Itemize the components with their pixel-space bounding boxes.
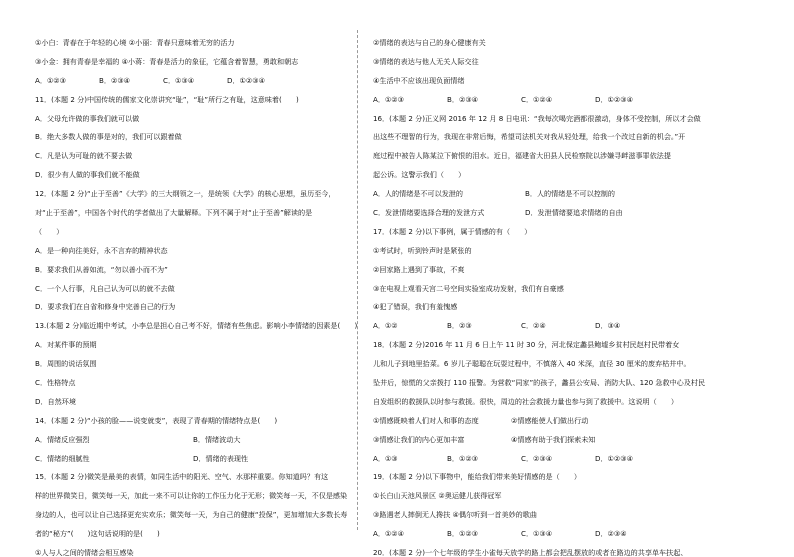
- q12-stem-line: 12．(本题 2 分)“止于至善”《大学》的三大纲领之一，是统领《大学》的核心思想，虽历至今，: [35, 189, 336, 199]
- q15-stem-line: 样的世界微笑日，微笑每一天，加此一来不可以让你的工作压力化于无形；微笑每一天，不仅是感染: [35, 491, 348, 501]
- q19-item-line: ③路遇老人摔倒无人搀扶 ④偶尔听到一首美妙的歌曲: [373, 510, 537, 520]
- q12-stem-line: （ ）: [35, 226, 64, 236]
- q16-stem-line: 16．(本题 2 分)正义网 2016 年 12 月 8 日电讯：“我每次喝完酒都很激动，身体不受控制，所以才会做: [373, 113, 701, 123]
- q18-item: ③情感让我们的内心更加丰富: [373, 434, 465, 444]
- q17-item-line: ④犯了错误，我们有羞愧感: [373, 302, 458, 312]
- q17-option-b: B．②③: [447, 321, 472, 331]
- q16-options-row: [373, 208, 765, 217]
- q12-option-a: A．是一种向往美好，永不言弃的精神状态: [35, 245, 168, 255]
- q14-option-a: A．情绪反应强烈: [35, 434, 90, 444]
- q14-option-c: C．情绪的细腻性: [35, 453, 90, 463]
- q20-stem-line: 20．(本题 2 分)一个七年级的学生小雀每天放学的路上都会把乱摆放的或者在路边的共享单车扶起、: [373, 548, 688, 557]
- q15-options: [373, 95, 765, 104]
- q18-option-c: C．②③④: [521, 453, 553, 463]
- q16-option-b: B．人的情绪是不可以控制的: [525, 189, 615, 199]
- q18-items-row: [373, 416, 765, 425]
- q11-option-b: B．绝大多数人做的事是对的，我们可以跟着做: [35, 132, 182, 142]
- q18-option-d: D．①②③④: [595, 453, 633, 463]
- q18-stem-line: 儿和儿子到地里拾菜。6 岁儿子聪聪在玩耍过程中，不慎落入 40 米深，直径 30 厘米的废弃枯井中。: [373, 359, 691, 369]
- q15-item-line: ②情绪的表达与自己的身心健康有关: [373, 38, 486, 47]
- q19-option-d: D．②③④: [595, 529, 627, 539]
- q12-option-b: B．要求我们从善如流，“勿以善小而不为”: [35, 264, 168, 274]
- q12-stem-line: 对“止于至善”，中国各个时代的学者做出了大量解释。下列不属于对“止于至善”解读的是: [35, 208, 313, 218]
- q15-option-a: A．①②③: [373, 94, 405, 104]
- q17-item-line: ②回家路上遇到了事故，不爽: [373, 264, 465, 274]
- q16-option-c: C．发泄情绪要选择合理的发泄方式: [373, 208, 485, 218]
- q17-options: [373, 321, 765, 330]
- column-divider: [357, 30, 358, 530]
- q14-option-b: B．情绪波动大: [193, 434, 241, 444]
- q19-option-b: B．①②③: [447, 529, 479, 539]
- q18-options: [373, 454, 765, 463]
- q18-item: ②情感能使人们做出行动: [511, 415, 589, 425]
- q15-stem-line: 身边的人，也可以让自己选择更充实欢乐；微笑每一天，为自己的健康“投保”，更加增加大多数长寿: [35, 510, 348, 520]
- q10-option-a: A．①②③: [35, 75, 67, 85]
- q17-option-a: A．①②: [373, 321, 398, 331]
- q14-option-d: D．情绪的表现性: [193, 453, 249, 463]
- q14-options-row: [35, 454, 370, 463]
- q18-items-row: [373, 435, 765, 444]
- q19-option-a: A．①②④: [373, 529, 405, 539]
- q11-stem: 11．(本题 2 分)中国传统的儒家文化崇讲究“耻”，“耻”所行之有耻，这意味着( ): [35, 94, 299, 104]
- q13-option-d: D．自然环境: [35, 396, 76, 406]
- q18-item: ④情感有助于我们探索未知: [511, 434, 596, 444]
- q13-option-b: B．周围的说话氛围: [35, 359, 97, 369]
- q16-stem-line: 出这些不理智的行为，我现在非常后悔，希望司法机关对我从轻处理，给我一个改过自新的机会。”开: [373, 132, 686, 142]
- q13-option-c: C．性格特点: [35, 378, 76, 388]
- q15-option-c: C．①②④: [521, 94, 553, 104]
- q18-stem-line: 自发组织的救援队以时参与救援。很快，周边的社会救援力量也参与到了救援中。这说明（ ）: [373, 396, 679, 406]
- q15-stem-line: 15．(本题 2 分)微笑是最美的表情，如同生活中的阳光、空气、水那样重要。你知道吗？有这: [35, 472, 329, 482]
- q18-stem-line: 18．(本题 2 分)2016 年 11 月 6 日上午 11 时 30 分，河北保定蠡县鲍墟乡贫村民赵村民带着女: [373, 340, 680, 350]
- q16-option-d: D．发泄情绪要追求情绪的自由: [525, 208, 623, 218]
- q15-stem-line: 者的“秘方”( )这句话说明的是( ): [35, 529, 160, 539]
- q17-item-line: ③在电视上观看天宫二号空间实验室成功发射，我们有自豪感: [373, 283, 564, 293]
- q15-option-b: B．②③④: [447, 94, 479, 104]
- q16-option-a: A．人的情绪是不可以发泄的: [373, 189, 463, 199]
- q18-option-b: B．①②③: [447, 453, 479, 463]
- q17-item-line: ①考试时，听到铃声时是紧张的: [373, 245, 472, 255]
- q18-stem-line: 坠井后，惊慌的父亲拨打 110 报警。为营救“同家”的孩子，蠡县公安局、消防大队、120 急救中心及村民: [373, 378, 706, 388]
- q11-option-a: A．父母允许做的事我们就可以做: [35, 113, 140, 123]
- q19-stem: 19．(本题 2 分)以下事物中，能给我们带来美好情感的是（ ）: [373, 472, 582, 482]
- q15-option-d: D．①②③④: [595, 94, 633, 104]
- q13-stem: 13.(本题 2 分)临近期中考试，小李总是担心自己考不好，情绪有些焦虑。影响小李情绪的因素是( ): [35, 321, 358, 331]
- q19-option-c: C．①③④: [521, 529, 553, 539]
- q19-options: [373, 529, 765, 538]
- q12-option-c: C．一个人行事，凡自己认为可以的就不去做: [35, 283, 175, 293]
- q16-stem-line: 起公诉。这警示我们（ ）: [373, 170, 466, 180]
- q13-option-a: A．对某件事的预期: [35, 340, 97, 350]
- q15-item-line: ④生活中不应该出现负面情绪: [373, 75, 465, 85]
- q11-option-c: C．凡是认为可耻的就不要去做: [35, 151, 133, 161]
- q16-stem-line: 庭过程中被告人陈某泣下俯恨的泪水。近日，福建省大田县人民检察院以涉嫌寻衅滋事罪依法提: [373, 151, 671, 161]
- q16-options-row: [373, 189, 765, 198]
- q15-item-line: ①人与人之间的情绪会相互感染: [35, 548, 134, 557]
- q19-item-line: ①长白山天池风景区 ②奥运健儿获得冠军: [373, 491, 502, 501]
- q14-stem: 14．(本题 2 分)“小孩的脸——说变就变”，表现了青春期的情绪特点是( ): [35, 415, 278, 425]
- q10-item-line: ③小金：拥有青春是幸福的 ④小蒋：青春是活力的象征，它蕴含着智慧，勇敢和朝志: [35, 56, 299, 66]
- q10-option-b: B．②③④: [99, 75, 131, 85]
- q10-item-line: ①小白：青春在于年轻的心境 ②小丽：青春只意味着无穷的活力: [35, 38, 235, 47]
- q11-option-d: D．很少有人做的事我们就不能做: [35, 170, 140, 180]
- q18-item: ①情感既映着人们对人和事的态度: [373, 415, 479, 425]
- q17-option-c: C．②④: [521, 321, 546, 331]
- q14-options-row: [35, 435, 370, 444]
- q15-item-line: ③情绪的表达与他人无关人际交往: [373, 56, 479, 66]
- q10-option-c: C．①③④: [163, 75, 195, 85]
- q12-option-d: D．要求我们在自省和修身中完善自己的行为: [35, 302, 176, 312]
- q10-option-d: D．①②③④: [227, 75, 265, 85]
- q17-stem: 17．(本题 2 分)以下事例，属于情感的有（ ）: [373, 226, 532, 236]
- left-column: [35, 38, 370, 557]
- right-column: [373, 38, 765, 557]
- q10-options: [35, 76, 370, 85]
- q17-option-d: D．③④: [595, 321, 621, 331]
- q18-option-a: A．①③: [373, 453, 398, 463]
